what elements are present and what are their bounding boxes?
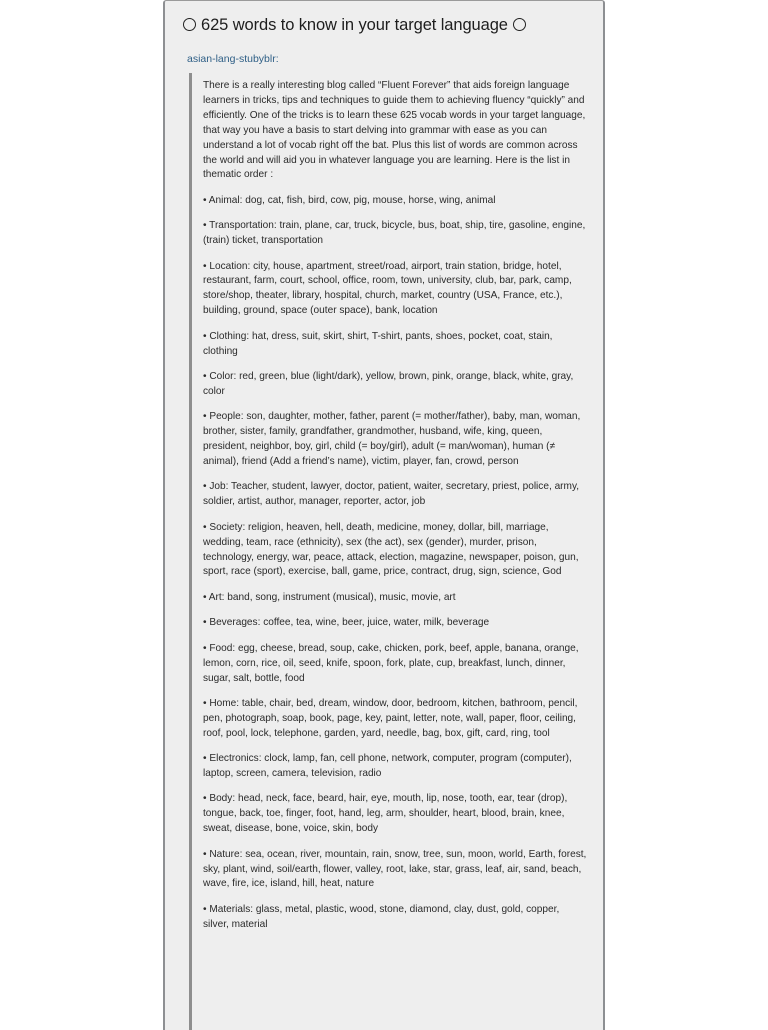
category-food: • Food: egg, cheese, bread, soup, cake, chicken, pork, beef, apple, banana, orange, lemon, corn, rice, oil, seed, knife, spoon, fork, plate, cup, breakfast, lunch, dinner, sugar, salt, bottle, food [203,642,579,684]
category-home: • Home: table, chair, bed, dream, window, door, bedroom, kitchen, bathroom, pencil, pen, photograph, soap, book, page, key, paint, letter, note, wall, paper, floor, ceiling, roof, pool, lock, telephone, garden, yard, needle, bag, box, gift, card, ring, tool [203,697,578,739]
post-title-line [183,16,593,35]
category-location: • Location: city, house, apartment, street/road, airport, train station, bridge, hotel, restaurant, farm, court, school, office, room, town, university, club, bar, park, camp, store/shop, theater, library, hospital, church, market, country (USA, France, etc.), building, ground, space (outer space), bank, location [203,260,572,317]
circle-icon [513,18,526,31]
category-art: • Art: band, song, instrument (musical), music, movie, art [203,591,456,603]
category-job: • Job: Teacher, student, lawyer, doctor, patient, waiter, secretary, priest, police, army, soldier, artist, author, manager, reporter, actor, job [203,481,580,508]
category-transportation: • Transportation: train, plane, car, truck, bicycle, bus, boat, ship, tire, gasoline, engine, (train) ticket, transportation [203,220,586,247]
category-people: • People: son, daughter, mother, father, parent (= mother/father), baby, man, woman, brother, sister, family, grandfather, grandmother, husband, wife, king, queen, president, neighbor, boy, girl, child (= boy/girl), adult (= man/woman), human (≠ animal), friend (Add a friend’s name), victim, player, fan, crowd, person [203,411,581,468]
intro-paragraph: There is a really interesting blog called “Fluent Forever” that aids foreign language learners in tricks, tips and techniques to guide them to achieving fluency “quickly” and efficiently. One of the tricks is to learn these 625 vocab words in your target language, that way you have a basis to start delving into grammar with ease as you can understand a lot of vocab right off the bat. Plus this list of words are common across the world and will aid you in whatever language you are learning. Here is the list in thematic order : [203,80,586,181]
category-nature: • Nature: sea, ocean, river, mountain, rain, snow, tree, sun, moon, world, Earth, forest, sky, plant, wind, soil/earth, flower, valley, root, lake, star, grass, leaf, air, sand, beach, wave, fire, ice, island, hill, heat, nature [203,848,587,890]
category-electronics: • Electronics: clock, lamp, fan, cell phone, network, computer, program (computer), laptop, screen, camera, television, radio [203,753,572,780]
category-body: • Body: head, neck, face, beard, hair, eye, mouth, lip, nose, tooth, ear, tear (drop), tongue, back, toe, finger, foot, hand, leg, arm, shoulder, heart, blood, brain, knee, sweat, disease, bone, voice, skin, body [203,793,568,835]
category-animal: • Animal: dog, cat, fish, bird, cow, pig, mouse, horse, wing, animal [203,194,496,206]
category-color: • Color: red, green, blue (light/dark), yellow, brown, pink, orange, black, white, gray, color [203,371,574,397]
blockquote [189,73,587,1030]
category-society: • Society: religion, heaven, hell, death, medicine, money, dollar, bill, marriage, wedding, team, race (ethnicity), sex (the act), sex (gender), murder, prison, technology, energy, war, peace, attack, election, magazine, newspaper, poison, gun, sport, race (sport), exercise, ball, game, price, contract, drug, sign, science, God [203,521,579,578]
category-clothing: • Clothing: hat, dress, suit, skirt, shirt, T-shirt, pants, shoes, pocket, coat, stain, clothing [203,330,553,357]
post-title: 625 words to know in your target language [201,16,508,34]
category-materials: • Materials: glass, metal, plastic, wood, stone, diamond, clay, dust, gold, copper, silver, material [203,903,560,930]
post-card [163,0,605,1030]
category-beverages: • Beverages: coffee, tea, wine, beer, juice, water, milk, beverage [203,617,490,629]
circle-icon [183,18,196,31]
author-link[interactable]: asian-lang-stubyblr: [187,53,279,65]
